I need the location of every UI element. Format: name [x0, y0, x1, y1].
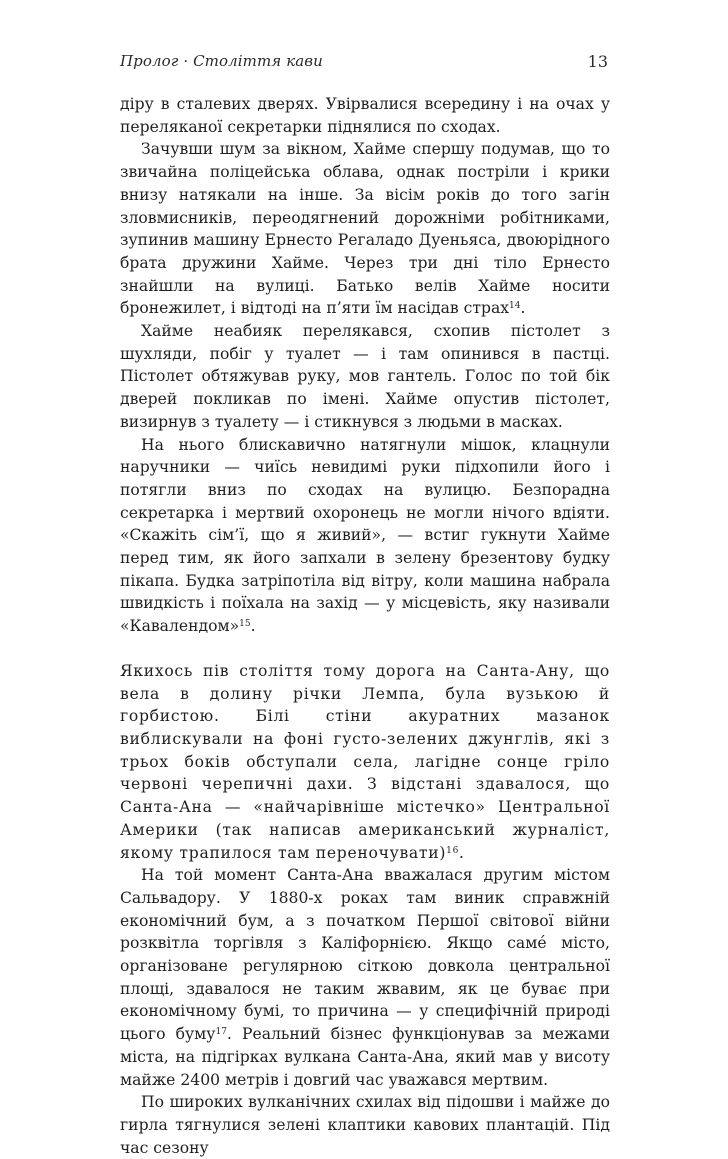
paragraph-text: На нього блискавично натягнули мішок, клацнули наручники — чиїсь невидимі руки підхопили його і потягли вниз по сходах на вулицю. Безпорадна секретарка і мертвий охоронець не могли нічого вдіяти. «Скажіть сім’ї, що я живий», — встиг гукнути Хайме перед тим, як його запхали в зелену брезентову будку пікапа. Будка затріпотіла від вітру, коли машина набрала швидкість і поїхала на захід — у місцевість, яку називали «Кавалендом» [120, 435, 610, 636]
paragraph [120, 93, 610, 138]
footnote-marker[interactable]: 16 [446, 845, 459, 856]
footnote-marker[interactable]: 17 [215, 1027, 227, 1038]
paragraph-text: Якихось пів століття тому дорога на Санта-Ану, що вела в долину річки Лемпа, була вузькою й горбистою. Білі стіни акуратних мазанок виблискували на фоні густо-зелених джунглів, які з трьох боків обступали села, лагідне сонце гріло червоні черепичні дахи. З відстані здавалося, що Санта-Ана — «найчарівніше містечко» Центральної Америки (так написав американський журналіст, якому трапилося там переночувати) [120, 661, 610, 862]
page-number: 13 [587, 52, 608, 71]
running-header [120, 52, 610, 76]
running-title: Пролог · Століття кави [120, 52, 323, 70]
section-break [120, 638, 610, 660]
paragraph [120, 434, 610, 638]
paragraph-tail: . [459, 843, 465, 862]
paragraph-text: Хайме неабияк перелякався, схопив пістолет з шухляди, побіг у туалет — і там опинився в пастці. Пістолет обтяжував руку, мов гантель. Голос по той бік дверей покликав по імені. Хайме опустив пістолет, визирнув з туалету — і стикнувся з людьми в масках. [120, 322, 610, 431]
paragraph-text: На той момент Санта-Ана вважалася другим містом Сальвадору. У 1880-х роках там виник справжній економічний бум, а з початком Першої світової війни розквітла торгівля з Каліфорнією. Якщо саме́ місто, організоване регулярною сіткою довкола центральної площі, здавалося не таким жвавим, як це буває при економічному бумі, то причина — у специфічній природі цього буму [120, 866, 610, 1044]
section-opening-paragraph [120, 660, 610, 864]
paragraph-tail: . [520, 299, 526, 318]
paragraph [120, 864, 610, 1091]
paragraph-text: діру в сталевих дверях. Увірвалися всередину і на очах у переляканої секретарки піднялися по сходах. [120, 95, 610, 136]
footnote-marker[interactable]: 14 [509, 301, 521, 312]
paragraph-text: Зачувши шум за вікном, Хайме спершу подумав, що то звичайна поліцейська облава, однак постріли і крики внизу натякали на інше. За вісім років до того загін зловмисників, переодягнений дорожніми робітниками, зупинив машину Ернесто Регаладо Дуеньяса, двоюрідного брата дружини Хайме. Через три дні тіло Ернесто знайшли на вулиці. Батько велів Хайме носити бронежилет, і відтоді на п’яти їм насідав страх [120, 140, 610, 318]
footnote-marker[interactable]: 15 [239, 619, 251, 630]
paragraph-tail: . Реальний бізнес функціонував за межами міста, на підгірках вулкана Санта-Ана, який мав у висоту майже 2400 метрів і довгий час уважався мертвим. [120, 1025, 610, 1089]
paragraph [120, 138, 610, 320]
paragraph [120, 320, 610, 434]
paragraph-tail: . [250, 617, 256, 636]
paragraph-text: По широких вулканічних схилах від підошви і майже до гирла тягнулися зелені клаптики кавових плантацій. Під час сезону [120, 1093, 610, 1157]
body-text [120, 93, 610, 1159]
paragraph [120, 1091, 610, 1159]
